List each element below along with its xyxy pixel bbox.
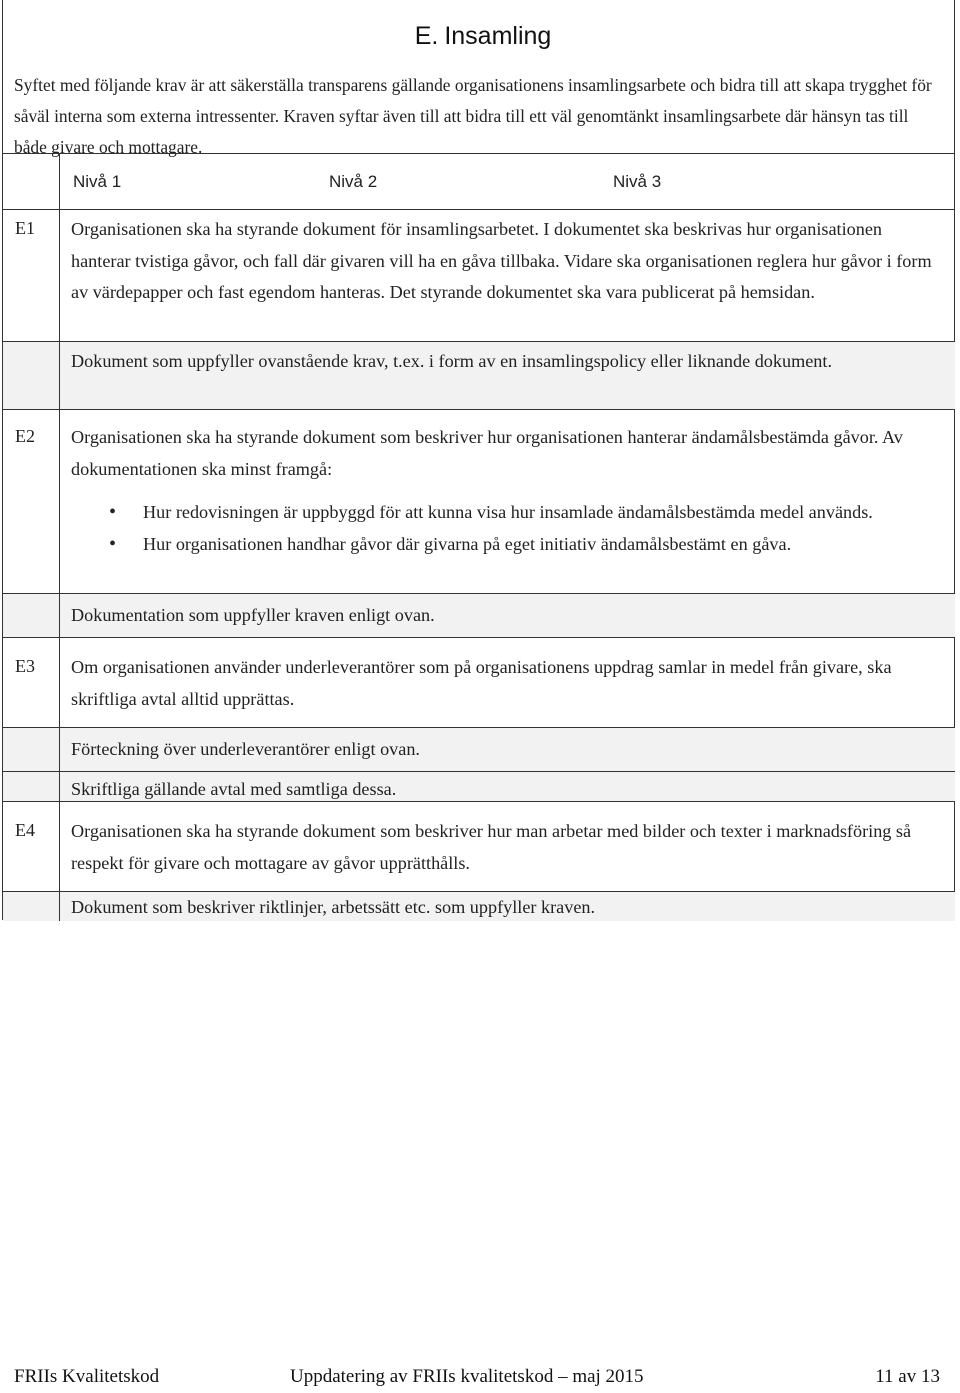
evidence-text: Förteckning över underleverantörer enligt ovan. (71, 739, 420, 759)
level-2-label: Nivå 2 (329, 172, 378, 191)
evidence-e3-list (3, 727, 955, 771)
section-letter: E. (414, 22, 439, 50)
evidence-text: Dokumentation som uppfyller kraven enligt ovan. (71, 605, 435, 625)
requirement-intro: Organisationen ska ha styrande dokument som beskriver hur organisationen hanterar ändamålsbestämda gåvor. Av dokumentationen ska minst framgå: (71, 427, 903, 479)
levels-row (3, 153, 955, 209)
list-item: • Hur redovisningen är uppbyggd för att kunna visa hur insamlade ändamålsbestämda medel används. (71, 497, 941, 529)
evidence-text: Dokument som uppfyller ovanstående krav, t.ex. i form av en insamlingspolicy eller liknande dokument. (71, 351, 832, 371)
requirement-e2 (3, 409, 955, 593)
requirement-text: Om organisationen använder underleverantörer som på organisationens uppdrag samlar in medel från givare, ska skriftliga avtal alltid upprättas. (71, 657, 892, 709)
footer-center: Uppdatering av FRIIs kvalitetskod – maj 2015 (290, 1366, 644, 1387)
evidence-text: Dokument som beskriver riktlinjer, arbetssätt etc. som uppfyller kraven. (71, 897, 596, 917)
requirement-code: E4 (15, 820, 35, 840)
requirement-code: E1 (15, 218, 35, 238)
evidence-e1 (3, 341, 955, 409)
intro-paragraph: Syftet med följande krav är att säkerställa transparens gällande organisationens insamlingsarbete och bidra till att skapa trygghet för såväl interna som externa intressenter. Kraven syftar även till att bidra till ett väl genomtänkt insamlingsarbete där hänsyn tas till både givare och mottagare. (14, 75, 932, 157)
requirement-text (71, 422, 941, 560)
level-1-label: Nivå 1 (73, 172, 122, 191)
footer-page-number: 11 av 13 (875, 1366, 940, 1387)
evidence-text: Skriftliga gällande avtal med samtliga dessa. (71, 779, 397, 799)
requirement-text: Organisationen ska ha styrande dokument som beskriver hur man arbetar med bilder och texter i marknadsföring så respekt för givare och mottagare av gåvor upprätthålls. (71, 821, 912, 873)
level-3-label: Nivå 3 (613, 172, 662, 191)
evidence-e2 (3, 593, 955, 637)
list-item: • Hur organisationen handhar gåvor där givarna på eget initiativ ändamålsbestämt en gåva. (71, 529, 941, 561)
requirement-e1 (3, 209, 955, 341)
requirement-text: Organisationen ska ha styrande dokument för insamlingsarbetet. I dokumentet ska beskrivas hur organisationen hanterar tvistiga gåvor, och fall där givaren vill ha en gåva tillbaka. Vidare ska organisationen reglera hur gåvor i form av värdepapper och fast egendom hanteras. Det styrande dokumentet ska vara publicerat på hemsidan. (71, 219, 932, 302)
evidence-e3-contracts (3, 771, 955, 801)
requirement-e3 (3, 637, 955, 727)
requirement-bullet-list (71, 497, 941, 560)
evidence-e4 (3, 891, 955, 921)
requirement-e4 (3, 801, 955, 891)
requirement-code: E3 (15, 656, 35, 676)
section-name: Insamling (444, 22, 552, 50)
section-title (0, 22, 960, 51)
footer-left: FRIIs Kvalitetskod (14, 1366, 160, 1387)
requirement-code: E2 (15, 426, 35, 446)
